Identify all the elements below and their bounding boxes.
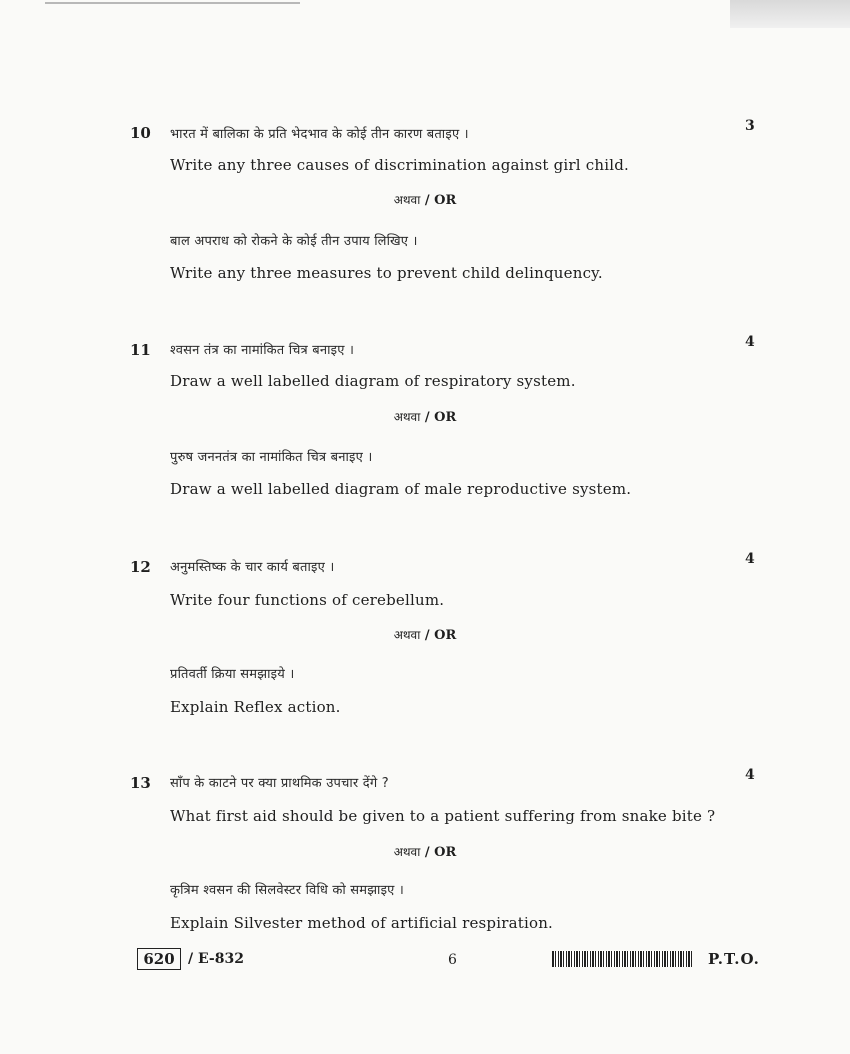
scan-shadow: [730, 0, 850, 28]
or-english: / OR: [424, 845, 457, 860]
question-number: 12: [130, 558, 151, 576]
question-text-hindi: भारत में बालिका के प्रति भेदभाव के कोई तीन कारण बताइए ।: [170, 127, 469, 142]
question-marks: 4: [745, 334, 755, 350]
alternative-text-english: Draw a well labelled diagram of male reproductive system.: [170, 480, 632, 498]
or-hindi: अथवा: [393, 628, 421, 642]
alternative-text-english: Explain Silvester method of artificial respiration.: [170, 914, 554, 932]
page-footer: [0, 948, 850, 974]
paper-code-suffix: / E-832: [188, 951, 244, 967]
alternative-text-hindi: प्रतिवर्ती क्रिया समझाइये ।: [170, 667, 295, 682]
or-english: / OR: [424, 410, 457, 425]
alternative-text-english: Explain Reflex action.: [170, 698, 341, 716]
question-text-english: Write four functions of cerebellum.: [170, 591, 445, 609]
page-number: 6: [448, 952, 457, 968]
question-text-hindi: श्वसन तंत्र का नामांकित चित्र बनाइए ।: [170, 343, 355, 358]
or-english: / OR: [424, 193, 457, 208]
question-number: 13: [130, 774, 151, 792]
or-separator: [0, 843, 850, 860]
question-number: 10: [130, 124, 151, 142]
barcode-image: [552, 951, 692, 967]
alternative-text-hindi: बाल अपराध को रोकने के कोई तीन उपाय लिखिए ।: [170, 234, 418, 249]
question-text-english: Draw a well labelled diagram of respiratory system.: [170, 372, 576, 390]
or-hindi: अथवा: [393, 193, 421, 207]
or-separator: [0, 408, 850, 425]
alternative-text-hindi: कृत्रिम श्वसन की सिलवेस्टर विधि को समझाइए ।: [170, 883, 405, 898]
alternative-text-english: Write any three measures to prevent child delinquency.: [170, 264, 603, 282]
question-text-hindi: साँप के काटने पर क्या प्राथमिक उपचार देंगे ?: [170, 776, 389, 791]
scan-edge-line: [45, 2, 300, 4]
question-marks: 3: [745, 118, 755, 134]
or-english: / OR: [424, 628, 457, 643]
or-separator: [0, 191, 850, 208]
question-text-hindi: अनुमस्तिष्क के चार कार्य बताइए ।: [170, 560, 335, 575]
question-marks: 4: [745, 767, 755, 783]
or-hindi: अथवा: [393, 845, 421, 859]
or-hindi: अथवा: [393, 410, 421, 424]
question-text-english: Write any three causes of discrimination against girl child.: [170, 156, 629, 174]
question-text-english: What first aid should be given to a patient suffering from snake bite ?: [170, 807, 716, 825]
or-separator: [0, 626, 850, 643]
paper-code-box: 620: [137, 948, 181, 970]
question-marks: 4: [745, 551, 755, 567]
alternative-text-hindi: पुरुष जननतंत्र का नामांकित चित्र बनाइए ।: [170, 450, 373, 465]
pto-label: P.T.O.: [708, 950, 760, 968]
question-number: 11: [130, 341, 151, 359]
